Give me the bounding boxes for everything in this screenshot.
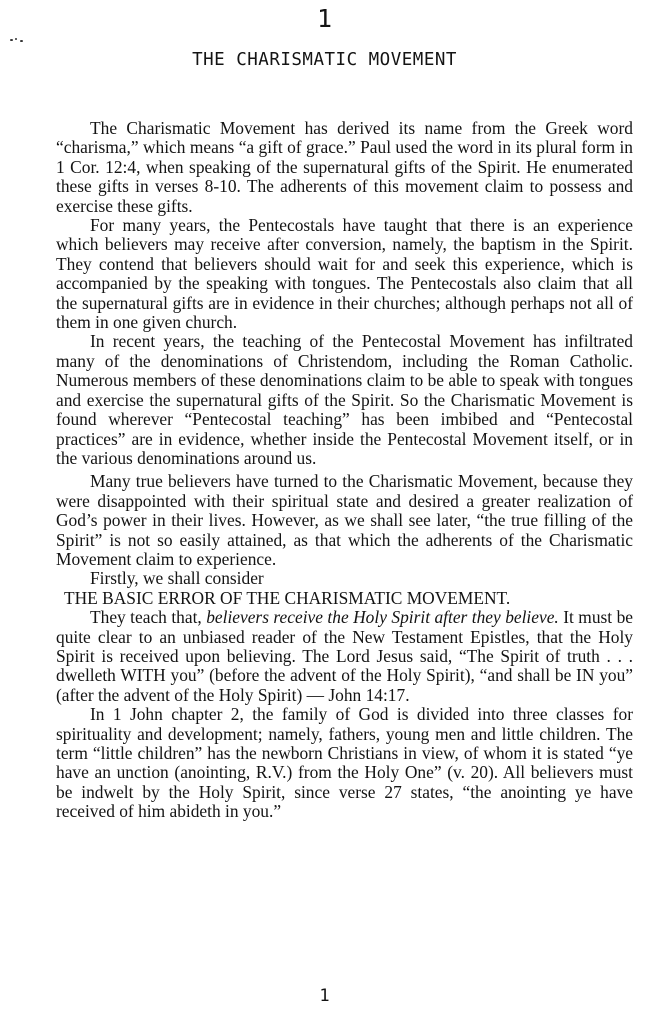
paragraph: In recent years, the teaching of the Pentecostal Movement has infiltrated many of the denominations of Christendom, including the Roman Catholic. Numerous members of these denominations claim to be able to speak with tongues and exercise the supernatural gifts of the Spirit. So the Charismatic Movement is found wherever “Pentecostal teaching” has been imbibed and “Pentecostal practices” are in evidence, whether inside the Pentecostal Movement itself, or in the various denominations around us. <box>56 331 633 468</box>
section-heading: THE BASIC ERROR OF THE CHARISMATIC MOVEMENT. <box>64 587 511 608</box>
paragraph: In 1 John chapter 2, the family of God is divided into three classes for spirituality and development; namely, fathers, young men and little children. The term “little children” has the newborn Christians in view, of whom it is stated “ye have an unction (anointing, R.V.) from the Holy One” (v. 20). All believers must be indwelt by the Holy Spirit, since verse 27 states, “the anointing ye have received of him abideth in you.” <box>56 704 633 822</box>
page-number: 1 <box>319 986 330 1006</box>
chapter-title: THE CHARISMATIC MOVEMENT <box>192 50 457 70</box>
body-text <box>56 119 633 822</box>
emphasized-text: believers receive the Holy Spirit after they believe. <box>206 607 559 628</box>
paragraph: For many years, the Pentecostals have taught that there is an experience which believers may receive after conversion, namely, the baptism in the Spirit. They contend that believers should wait for and seek this experience, which is accompanied by the speaking with tongues. The Pentecostals also claim that all the supernatural gifts are in evidence in their churches; although perhaps not all of them in one given church. <box>56 215 633 333</box>
paragraph: Many true believers have turned to the Charismatic Movement, because they were disappointed with their spiritual state and desired a greater realization of God’s power in their lives. However, as we shall see later, “the true filling of the Spirit” is not so easily attained, as that which the adherents of the Charismatic Movement claim to experience. <box>56 471 633 569</box>
print-speck <box>10 38 24 42</box>
paragraph-lead: They teach that, <box>90 607 207 628</box>
paragraph: The Charismatic Movement has derived its name from the Greek word “charisma,” which means “a gift of grace.” Paul used the word in its plural form in 1 Cor. 12:4, when speaking of the supernatural gifts of the Spirit. He enumerated these gifts in verses 8-10. The adherents of this movement claim to possess and exercise these gifts. <box>56 118 633 216</box>
paragraph: Firstly, we shall consider <box>90 568 264 589</box>
paragraph <box>56 608 633 705</box>
chapter-number: 1 <box>316 4 333 33</box>
paragraph-rest: It must be quite clear to an unbiased reader of the New Testament Epistles, that the Holy Spirit is received upon believing. The Lord Jesus said, “The Spirit of truth . . . dwelleth WITH you” (before the advent of the Holy Spirit), “and shall be IN you” (after the advent of the Holy Spirit) — John 14:17. <box>56 607 633 705</box>
